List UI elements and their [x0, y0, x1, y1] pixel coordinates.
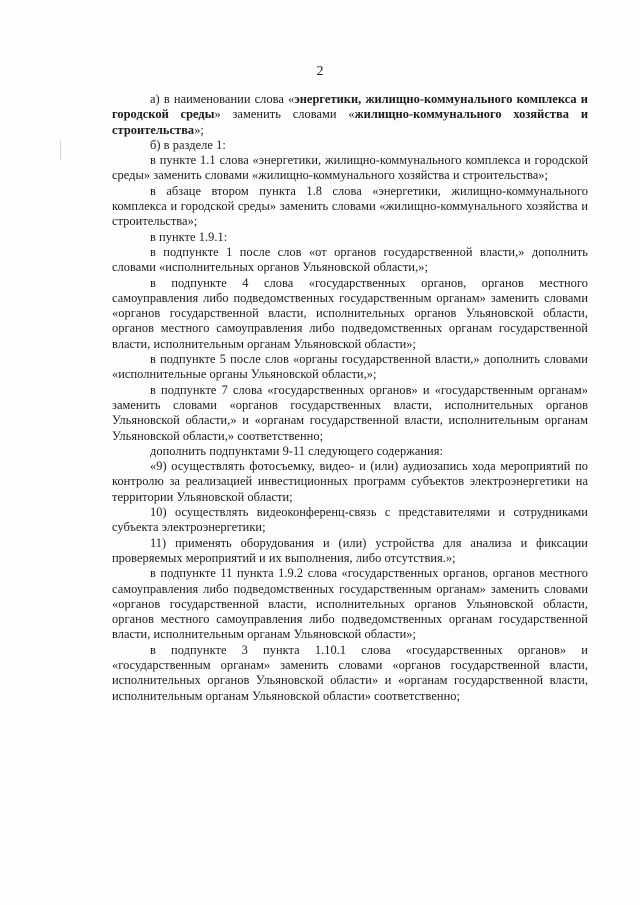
paragraph-a-post: »;: [194, 122, 204, 137]
paragraph-point-1-9-1: в пункте 1.9.1:: [150, 229, 228, 244]
paragraph-point-1-8: в абзаце втором пункта 1.8 слова «энергетики, жилищно-коммунального комплекса и городской среды» заменить словами «жилищно-коммунального хозяйства и строительства»;: [112, 183, 588, 229]
paragraph-subpoint-5: в подпункте 5 после слов «органы государственной власти,» дополнить словами «исполнительные органы Ульяновской области,»;: [112, 352, 588, 382]
paragraph-a-new-name: жилищно-коммунального хозяйства и строительства: [112, 107, 589, 137]
paragraph-subpoint-10: 10) осуществлять видеоконференц-связь с представителями и сотрудниками субъекта электроэнергетики;: [112, 505, 588, 535]
scan-margin-mark: [60, 140, 61, 160]
paragraph-b: б) в разделе 1:: [150, 137, 226, 152]
document-body: [112, 92, 588, 704]
paragraph-subpoint-1: в подпункте 1 после слов «от органов государственной власти,» дополнить словами «исполнительных органов Ульяновской области,»;: [112, 244, 588, 275]
paragraph-a: [112, 92, 588, 138]
paragraph-subpoint-11: 11) применять оборудования и (или) устройства для анализа и фиксации проверяемых мероприятий и их выполнения, либо отсутствия.»;: [112, 535, 588, 565]
paragraph-subpoint-7: в подпункте 7 слова «государственных органов» и «государственным органам» заменить словами «органов государственных власти, исполнительных органов Ульяновской области,» и «органам государственной власти, исполнительным органам Ульяновской области,» соответственно;: [112, 382, 588, 443]
paragraph-a-mid: » заменить словами «: [214, 107, 355, 122]
paragraph-a-old-name: энергетики, жилищно-коммунального комплекса и городской среды: [112, 92, 588, 122]
page-number: 2: [316, 64, 324, 79]
paragraph-point-1-9-2: в подпункте 11 пункта 1.9.2 слова «государственных органов, органов местного самоуправления либо подведомственных государственным органам» заменить словами «органов государственной власти, исполнительных органов Ульяновской области, органов местного самоуправления либо подведомственных органам государственной власти, исполнительным органам Ульяновской области»;: [112, 566, 588, 642]
paragraph-point-1-10-1: в подпункте 3 пункта 1.10.1 слова «государственных органов» и «государственным органам» заменить словами «органов государственной власти, исполнительных органов Ульяновской области» и «органам государственной власти, исполнительным органам Ульяновской области» соответственно;: [112, 642, 588, 703]
paragraph-subpoint-9: «9) осуществлять фотосъемку, видео- и (или) аудиозапись хода мероприятий по контролю за реализацией инвестиционных программ субъектов электроэнергетики на территории Ульяновской области;: [112, 459, 588, 504]
paragraph-add-subpoints: дополнить подпунктами 9-11 следующего содержания:: [150, 443, 443, 458]
paragraph-subpoint-4: в подпункте 4 слова «государственных органов, органов местного самоуправления либо подведомственных государственным органам» заменить словами «органов государственной власти, исполнительных органов Ульяновской области, органов местного самоуправления либо подведомственных органам государственной власти, исполнительным органам Ульяновской области»;: [112, 275, 588, 351]
paragraph-point-1-1: в пункте 1.1 слова «энергетики, жилищно-коммунального комплекса и городской среды» заменить словами «жилищно-коммунального хозяйства и строительства»;: [112, 153, 588, 183]
paragraph-a-pre: а) в наименовании слова «: [150, 92, 295, 106]
